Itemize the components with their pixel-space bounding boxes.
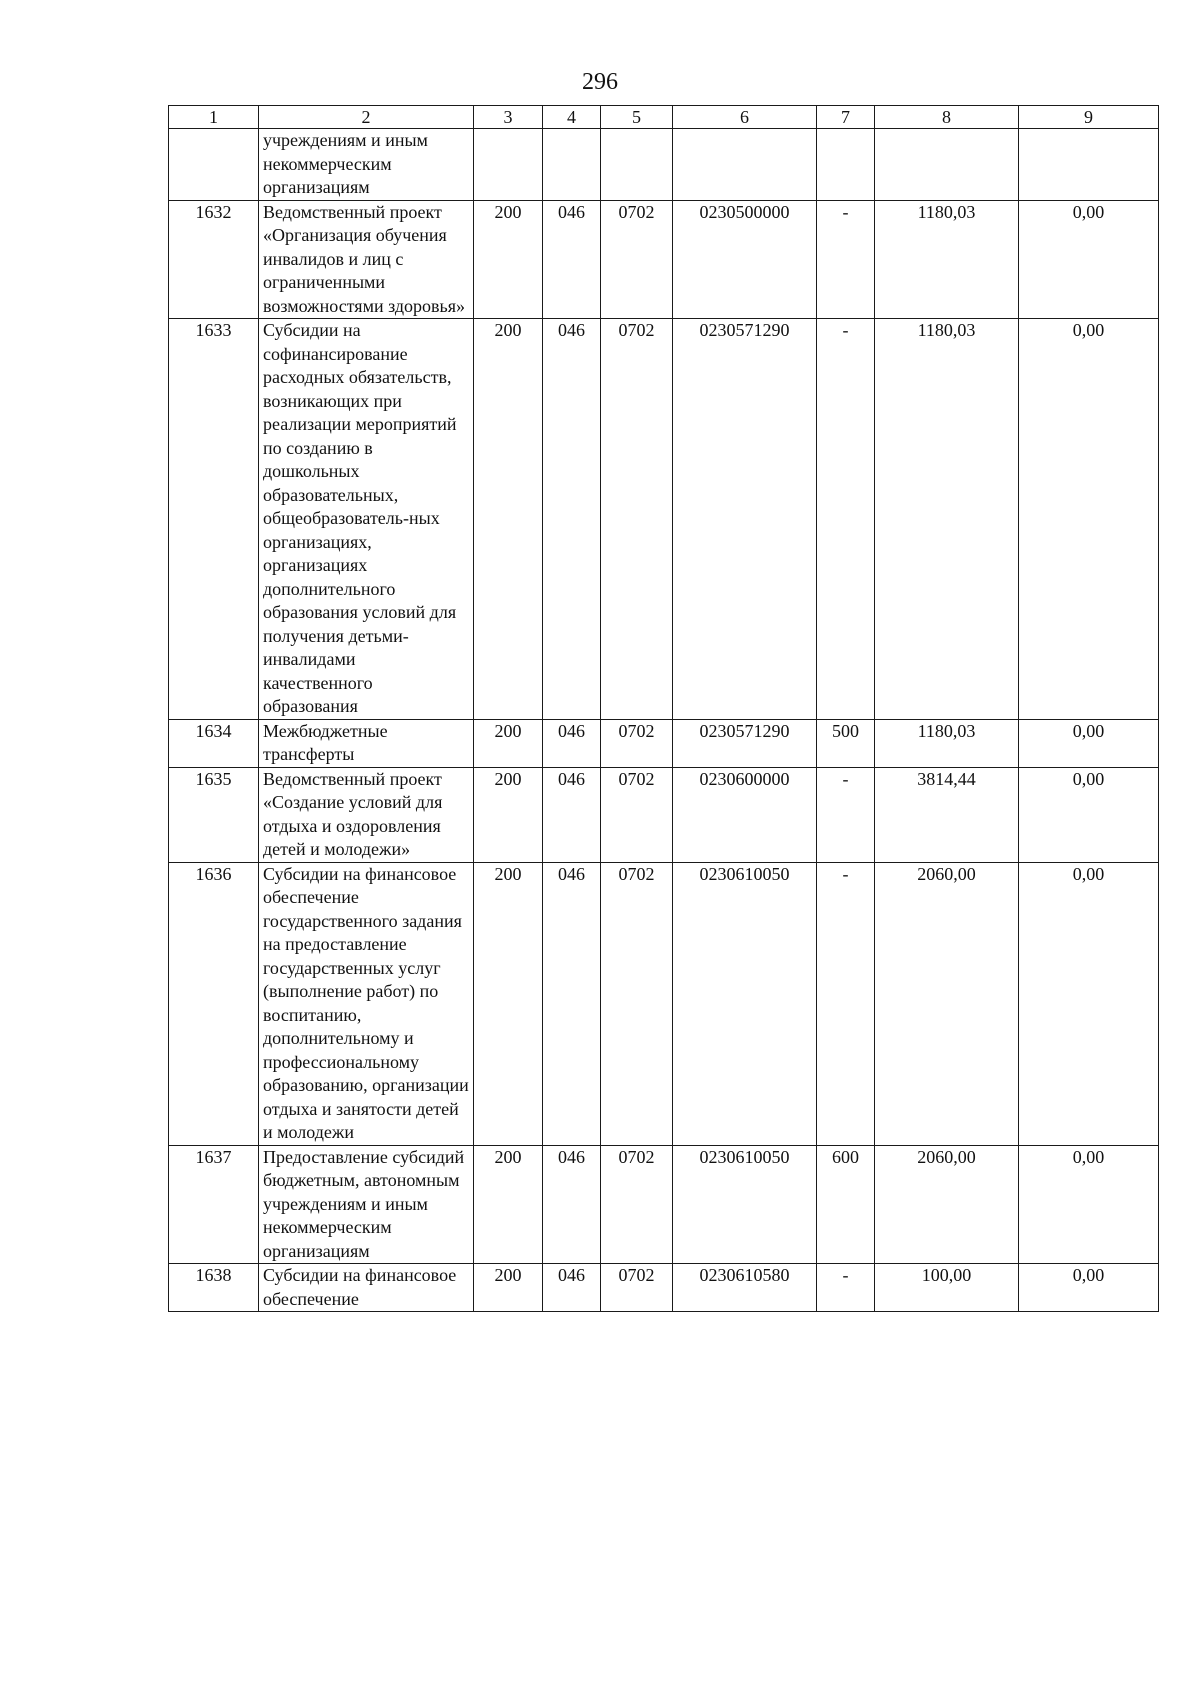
cell-col5: 0702 — [601, 862, 673, 1145]
budget-table — [168, 105, 1159, 1312]
cell-col4: 046 — [543, 719, 601, 767]
cell-col8: 2060,00 — [875, 862, 1019, 1145]
cell-col9 — [1019, 129, 1159, 201]
column-header: 4 — [543, 106, 601, 129]
column-header: 6 — [673, 106, 817, 129]
cell-col5: 0702 — [601, 1264, 673, 1312]
cell-col3: 200 — [474, 719, 543, 767]
cell-col8: 3814,44 — [875, 767, 1019, 862]
cell-col6: 0230571290 — [673, 319, 817, 720]
cell-col5: 0702 — [601, 319, 673, 720]
cell-col6: 0230571290 — [673, 719, 817, 767]
cell-col7 — [817, 129, 875, 201]
cell-col3: 200 — [474, 1264, 543, 1312]
row-name-cell: учреждениям и иным некоммерческим организациям — [259, 129, 474, 201]
column-header: 2 — [259, 106, 474, 129]
cell-col5: 0702 — [601, 1145, 673, 1264]
cell-col3: 200 — [474, 767, 543, 862]
cell-col8 — [875, 129, 1019, 201]
column-header: 9 — [1019, 106, 1159, 129]
cell-col9: 0,00 — [1019, 319, 1159, 720]
cell-col3: 200 — [474, 319, 543, 720]
cell-col7: - — [817, 1264, 875, 1312]
cell-col9: 0,00 — [1019, 1145, 1159, 1264]
cell-col4: 046 — [543, 1264, 601, 1312]
cell-col4: 046 — [543, 319, 601, 720]
table-header-row — [169, 106, 1159, 129]
cell-col8: 1180,03 — [875, 200, 1019, 319]
row-name-cell: Межбюджетные трансферты — [259, 719, 474, 767]
cell-col8: 100,00 — [875, 1264, 1019, 1312]
row-name-cell: Ведомственный проект «Организация обучения инвалидов и лиц с ограниченными возможностями здоровья» — [259, 200, 474, 319]
row-name-cell: Ведомственный проект «Создание условий для отдыха и оздоровления детей и молодежи» — [259, 767, 474, 862]
row-number-cell: 1638 — [169, 1264, 259, 1312]
row-number-cell: 1635 — [169, 767, 259, 862]
table-row — [169, 862, 1159, 1145]
cell-col6: 0230500000 — [673, 200, 817, 319]
page-number: 296 — [582, 69, 618, 95]
table-row — [169, 719, 1159, 767]
cell-col3: 200 — [474, 200, 543, 319]
cell-col3: 200 — [474, 862, 543, 1145]
cell-col7: - — [817, 862, 875, 1145]
cell-col5: 0702 — [601, 200, 673, 319]
row-number-cell: 1634 — [169, 719, 259, 767]
cell-col8: 1180,03 — [875, 319, 1019, 720]
cell-col7: - — [817, 200, 875, 319]
cell-col4: 046 — [543, 1145, 601, 1264]
column-header: 3 — [474, 106, 543, 129]
table-row — [169, 1264, 1159, 1312]
cell-col7: 600 — [817, 1145, 875, 1264]
column-header: 7 — [817, 106, 875, 129]
column-header: 5 — [601, 106, 673, 129]
table-row — [169, 129, 1159, 201]
cell-col8: 1180,03 — [875, 719, 1019, 767]
cell-col9: 0,00 — [1019, 719, 1159, 767]
cell-col3 — [474, 129, 543, 201]
cell-col9: 0,00 — [1019, 767, 1159, 862]
column-header: 1 — [169, 106, 259, 129]
cell-col5: 0702 — [601, 767, 673, 862]
row-number-cell: 1637 — [169, 1145, 259, 1264]
cell-col6: 0230600000 — [673, 767, 817, 862]
cell-col4 — [543, 129, 601, 201]
cell-col7: - — [817, 767, 875, 862]
row-number-cell — [169, 129, 259, 201]
cell-col9: 0,00 — [1019, 1264, 1159, 1312]
cell-col7: - — [817, 319, 875, 720]
row-number-cell: 1636 — [169, 862, 259, 1145]
cell-col6: 0230610050 — [673, 862, 817, 1145]
table-row — [169, 1145, 1159, 1264]
cell-col9: 0,00 — [1019, 862, 1159, 1145]
cell-col7: 500 — [817, 719, 875, 767]
cell-col4: 046 — [543, 767, 601, 862]
row-number-cell: 1632 — [169, 200, 259, 319]
cell-col5: 0702 — [601, 719, 673, 767]
table-row — [169, 767, 1159, 862]
cell-col4: 046 — [543, 862, 601, 1145]
table-row — [169, 200, 1159, 319]
cell-col5 — [601, 129, 673, 201]
cell-col6: 0230610050 — [673, 1145, 817, 1264]
cell-col4: 046 — [543, 200, 601, 319]
row-number-cell: 1633 — [169, 319, 259, 720]
cell-col8: 2060,00 — [875, 1145, 1019, 1264]
row-name-cell: Субсидии на финансовое обеспечение — [259, 1264, 474, 1312]
row-name-cell: Субсидии на софинансирование расходных обязательств, возникающих при реализации мероприятий по созданию в дошкольных образовательных, общеобразователь-ных организациях, организациях дополнительного образования условий для получения детьми-инвалидами качественного образования — [259, 319, 474, 720]
column-header: 8 — [875, 106, 1019, 129]
cell-col9: 0,00 — [1019, 200, 1159, 319]
cell-col3: 200 — [474, 1145, 543, 1264]
table-row — [169, 319, 1159, 720]
row-name-cell: Предоставление субсидий бюджетным, автономным учреждениям и иным некоммерческим организациям — [259, 1145, 474, 1264]
row-name-cell: Субсидии на финансовое обеспечение государственного задания на предоставление государственных услуг (выполнение работ) по воспитанию, дополнительному и профессиональному образованию, организации отдыха и занятости детей и молодежи — [259, 862, 474, 1145]
cell-col6: 0230610580 — [673, 1264, 817, 1312]
cell-col6 — [673, 129, 817, 201]
